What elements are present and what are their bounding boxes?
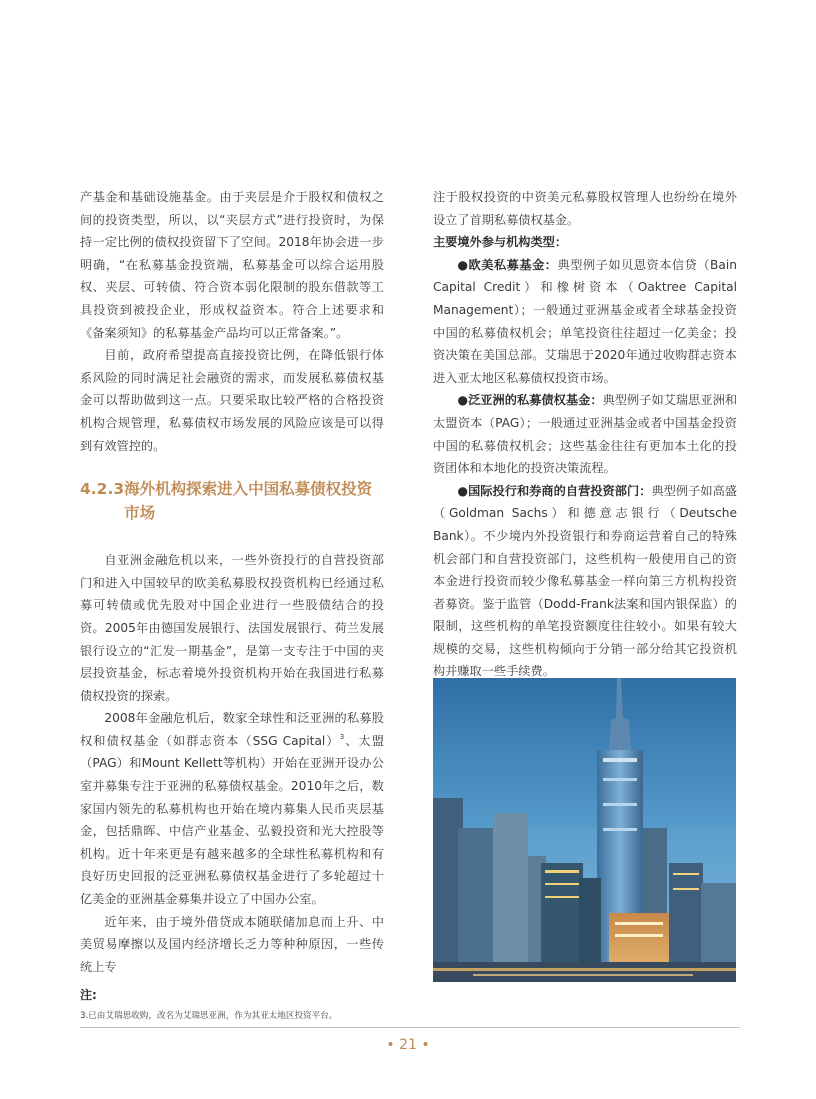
divider [80, 1027, 740, 1028]
paragraph [80, 707, 384, 910]
paragraph: 目前，政府希望提高直接投资比例，在降低银行体系风险的同时满足社会融资的需求，而发展私募债权基金可以帮助做到这一点。只要采取比较严格的合格投资机构合规管理，私募债权市场发展的风险应该是可以得到有效管控的。 [80, 348, 384, 453]
page-number: • 21 • [386, 1037, 430, 1053]
paragraph: 近年来，由于境外借贷成本随联储加息而上升、中美贸易摩擦以及国内经济增长乏力等种种原因，一些传统上专 [80, 914, 384, 974]
paragraph-text: 、太盟（PAG）和Mount Kellett等机构）开始在亚洲开设办公室并募集专注于亚洲的私募债权基金。2010年之后，数家国内领先的私募机构也开始在境内募集人民币夹层基金，包括鼎晖、中信产业基金、弘毅投资和光大控股等机构。近十年来更是有越来越多的全球性私募机构和有良好历史回报的泛亚洲私募债权基金进行了多轮超过十亿美金的亚洲基金募集并设立了中国办公室。 [80, 733, 385, 907]
city-skyline-photo [433, 678, 736, 982]
footnote-ref: 3 [339, 732, 345, 741]
subsection-title: 主要境外参与机构类型： [433, 235, 568, 250]
bullet-text: 典型例子如高盛（Goldman Sachs）和德意志银行（Deutsche Bank）。不少境内外投资银行和券商运营着自己的特殊机会部门和自营投资部门，这些机构一般使用自己的资本金进行投资而较少像私募基金一样向第三方机构投资者募资。鉴于监管（Dodd-Frank法案和国内银保监）的限制，这些机构的单笔投资额度往往较小。如果有较大规模的交易，这些机构倾向于分销一部分给其它投资机构并赚取一些手续费。 [433, 483, 737, 679]
bullet-title: ●泛亚洲的私募债权基金： [457, 393, 603, 408]
footnote: 3.已由艾瑞思收购，改名为艾瑞思亚洲，作为其亚太地区投资平台。 [80, 1011, 338, 1021]
bullet-item [433, 480, 737, 683]
bullet-item [433, 254, 737, 390]
paragraph: 注于股权投资的中资美元私募股权管理人也纷纷在境外设立了首期私募债权基金。 [433, 190, 737, 227]
bullet-text: 典型例子如艾瑞思亚洲和太盟资本（PAG）；一般通过亚洲基金或者中国基金投资中国的私募债权机会；这些基金往往有更加本土化的投资团体和本地化的投资决策流程。 [433, 393, 738, 476]
section-heading [80, 477, 384, 525]
footnotes [80, 986, 740, 1021]
notes-label: 注: [80, 988, 97, 1002]
paragraph-text: 2008年金融危机后，数家全球性和泛亚洲的私募股权和债权基金（如群志资本（SSG Capital） [80, 711, 384, 748]
bullet-text: 典型例子如贝恩资本信贷（Bain Capital Credit）和橡树资本（Oaktree Capital Management）；一般通过亚洲基金或者全球基金投资中国的私募债权机会；单笔投资往往超过一亿美金；投资决策在美国总部。艾瑞思于2020年通过收购群志资本进入亚太地区私募债权投资市场。 [433, 257, 737, 385]
bullet-title: ●欧美私募基金： [457, 257, 558, 272]
paragraph: 自亚洲金融危机以来，一些外资投行的自营投资部门和进入中国较早的欧美私募股权投资机构已经通过私募可转债或优先股对中国企业进行一些股债结合的投资。2005年由德国发展银行、法国发展银行、荷兰发展银行设立的“汇发一期基金”，是第一支专注于中国的夹层投资基金，标志着境外投资机构开始在我国进行私募债权投资的探索。 [80, 553, 384, 703]
paragraph: 产基金和基础设施基金。由于夹层是介于股权和债权之间的投资类型，所以，以“夹层方式”进行投资时，为保持一定比例的债权投资留下了空间。2018年协会进一步明确，“在私募基金投资端，私募基金可以综合运用股权、夹层、可转债、符合资本弱化限制的股东借款等工具投资到被投企业，形成权益资本。符合上述要求和《备案须知》的私募基金产品均可以正常备案。”。 [80, 190, 384, 340]
bullet-title: ●国际投行和券商的自营投资部门： [457, 483, 652, 498]
left-column [80, 186, 384, 978]
bullet-item [433, 389, 737, 479]
section-title: 海外机构探索进入中国私募债权投资市场 [124, 480, 373, 523]
section-number: 4.2.3 [80, 480, 125, 499]
right-column [433, 186, 737, 683]
